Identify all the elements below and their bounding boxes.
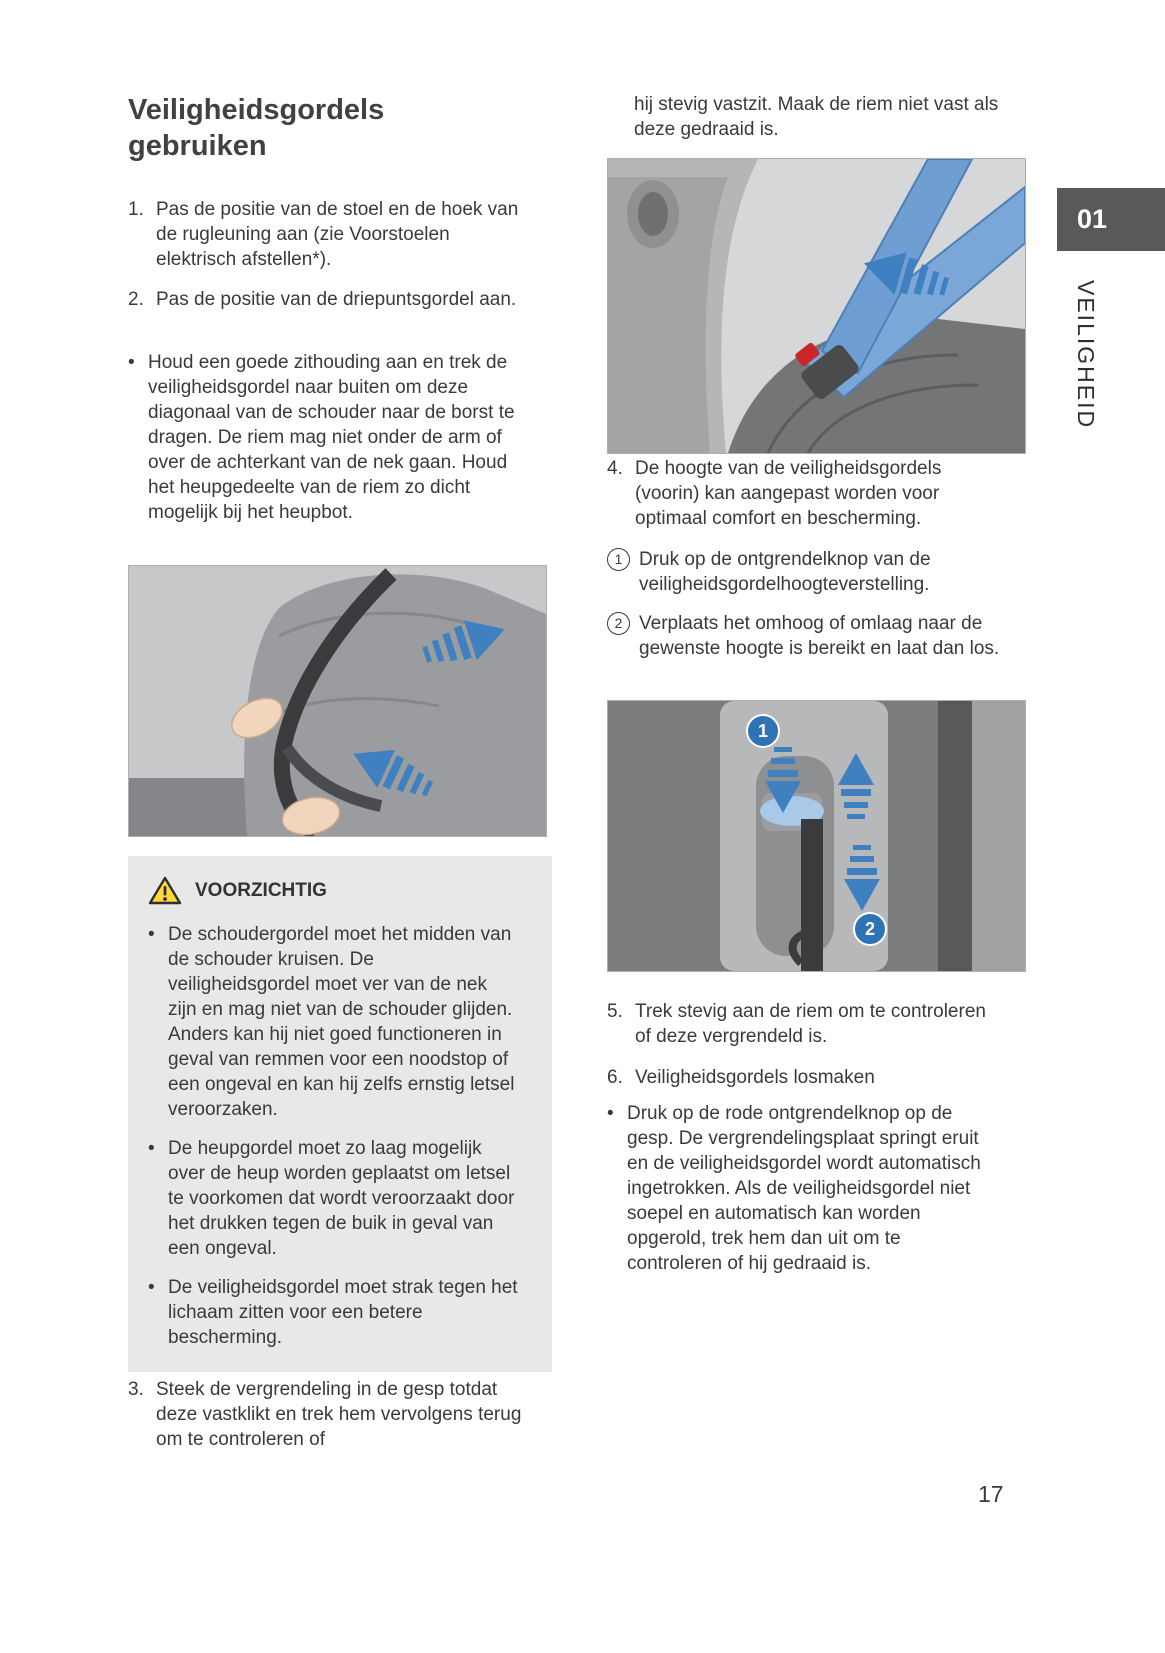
- caution-bullet-text: De veiligheidsgordel moet strak tegen het lichaam zitten voor een betere bescherming.: [168, 1277, 518, 1348]
- bullet-marker: •: [128, 352, 135, 373]
- height-adjuster-illustration: [608, 701, 1025, 971]
- circle-number-badge: 2: [607, 612, 630, 635]
- step-text: De hoogte van de veiligheidsgordels (voorin) kan aangepast worden voor optimaal comfort en bescherming.: [635, 458, 942, 529]
- caution-bullet: [148, 1275, 532, 1350]
- badge-2-label: 2: [864, 919, 876, 939]
- caution-bullet: [148, 922, 532, 1122]
- circle-number-badge: 1: [607, 548, 630, 571]
- page-number: 17: [978, 1481, 1004, 1507]
- seatbelt-pull-illustration: [129, 566, 546, 836]
- badge-1-label: 1: [757, 721, 769, 741]
- circled-step-1: [607, 547, 1032, 597]
- seatbelt-buckle-illustration: [608, 159, 1025, 453]
- chapter-tab: [1057, 188, 1165, 251]
- step-item-5: [607, 999, 1032, 1049]
- chapter-tab-label: 01: [1077, 204, 1108, 234]
- caution-bullet: [148, 1136, 532, 1261]
- page-title-line1: Veiligheidsgordels: [128, 94, 385, 126]
- step-item-6: [607, 1065, 1032, 1090]
- step-number: 1.: [128, 199, 144, 220]
- step-number: 6.: [607, 1067, 623, 1088]
- circled-step-text: Druk op de ontgrendelknop van de veiligheidsgordelhoogteverstelling.: [639, 549, 931, 595]
- bullet-marker: •: [607, 1103, 614, 1124]
- page-title-line2: gebruiken: [128, 130, 267, 163]
- step-text: Veiligheidsgordels losmaken: [635, 1067, 875, 1088]
- caution-box: [128, 856, 552, 1372]
- caution-header: [148, 876, 532, 906]
- step-text: Trek stevig aan de riem om te controleren of deze vergrendeld is.: [635, 1001, 986, 1047]
- seatbelt-height-adjuster-figure: [607, 700, 1026, 972]
- page-title: [128, 92, 548, 165]
- caution-bullet-text: De schoudergordel moet het midden van de schouder kruisen. De veiligheidsgordel moet ver van de nek zijn en mag niet van de schouder glijden. Anders kan hij niet goed functioneren in geval van remmen voor een noodstop of een ongeval en kan hij zelfs ernstig letsel veroorzaken.: [168, 924, 515, 1120]
- chapter-vertical-label: VEILIGHEID: [1073, 280, 1099, 430]
- step-text: Steek de vergrendeling in de gesp totdat deze vastklikt en trek hem vervolgens terug om te controleren of: [156, 1379, 522, 1450]
- step-text: Pas de positie van de stoel en de hoek van de rugleuning aan (zie Voorstoelen elektrisch afstellen*).: [156, 199, 519, 270]
- step-number: 5.: [607, 1001, 623, 1022]
- step-number: 3.: [128, 1379, 144, 1400]
- step-item-4: [607, 456, 1032, 531]
- seatbelt-pull-figure: [128, 565, 547, 837]
- caution-title: VOORZICHTIG: [195, 880, 327, 901]
- step-number: 2.: [128, 289, 144, 310]
- step-text: Pas de positie van de driepuntsgordel aan.: [156, 289, 517, 310]
- step-item-1: [128, 197, 553, 272]
- circled-step-text: Verplaats het omhoog of omlaag naar de gewenste hoogte is bereikt en laat dan los.: [639, 613, 1000, 659]
- step-number: 4.: [607, 458, 623, 479]
- bullet-marker: •: [148, 924, 155, 945]
- bullet-item-release: [607, 1101, 1032, 1276]
- bullet-marker: •: [148, 1138, 155, 1159]
- circled-step-2: [607, 611, 1032, 661]
- step-item-2: [128, 287, 553, 312]
- caution-bullet-text: De heupgordel moet zo laag mogelijk over de heup worden geplaatst om letsel te voorkomen dat wordt veroorzaakt door het drukken tegen de buik in geval van een ongeval.: [168, 1138, 515, 1259]
- bullet-text: Houd een goede zithouding aan en trek de veiligheidsgordel naar buiten om deze diagonaal van de schouder naar de borst te dragen. De riem mag niet onder de arm of over de achterkant van de nek gaan. Houd het heupgedeelte van de riem zo dicht mogelijk bij het heupbot.: [148, 352, 515, 523]
- step-item-3: [128, 1377, 553, 1452]
- bullet-text: Druk op de rode ontgrendelknop op de gesp. De vergrendelingsplaat springt eruit en de veiligheidsgordel wordt automatisch ingetrokken. Als de veiligheidsgordel niet soepel en automatisch kan worden opgerold, trek hem dan uit om te controleren of hij gedraaid is.: [627, 1103, 981, 1274]
- bullet-item-posture: [128, 350, 553, 525]
- step3-continuation-text: hij stevig vastzit. Maak de riem niet vast als deze gedraaid is.: [634, 94, 999, 140]
- bullet-marker: •: [148, 1277, 155, 1298]
- seatbelt-buckle-figure: [607, 158, 1026, 454]
- warning-triangle-icon: [148, 876, 182, 906]
